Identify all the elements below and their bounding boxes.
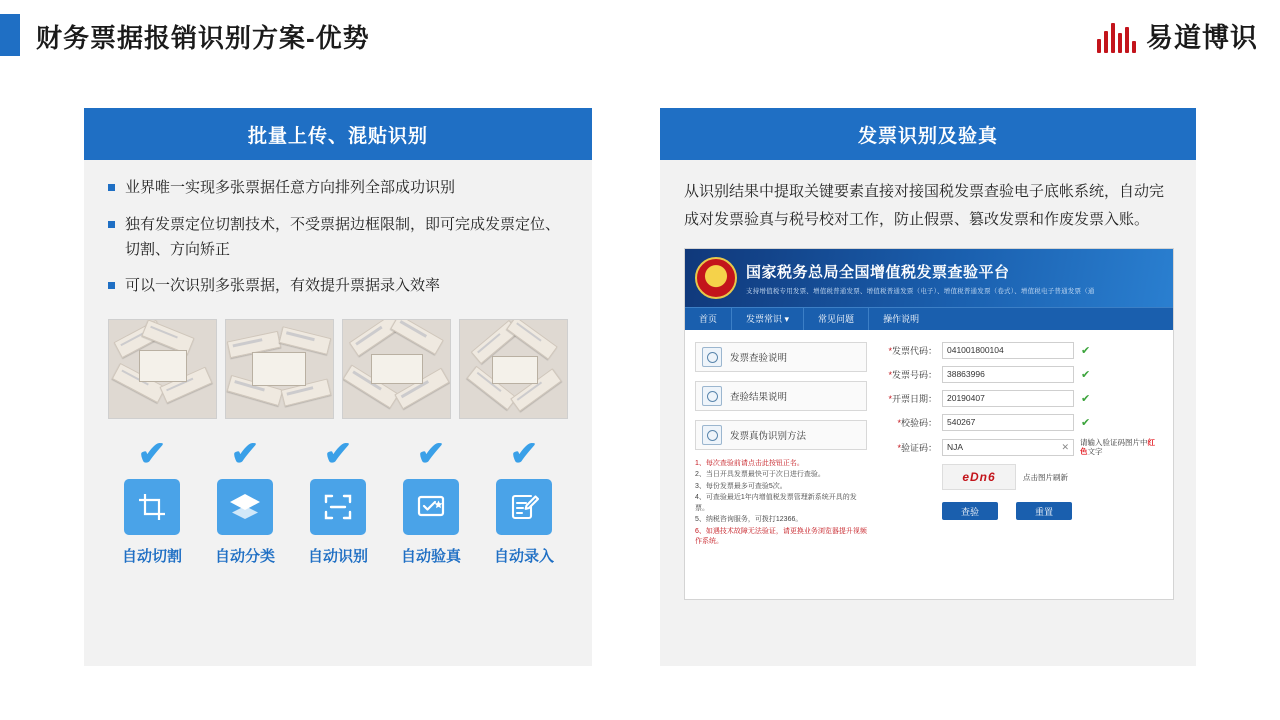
- valid-check-icon: ✔: [1081, 392, 1091, 405]
- receipts-photo-1: [108, 319, 217, 419]
- receipts-photo-2: [225, 319, 334, 419]
- list-item: [108, 274, 570, 299]
- bars-logo-icon: [1097, 19, 1136, 53]
- form-row-check-code: [879, 414, 1163, 431]
- scan-frame-icon: [310, 479, 366, 535]
- feature-label: 自动验真: [400, 548, 461, 565]
- nav-item-invoice-knowledge[interactable]: 发票常识 ▾: [732, 308, 804, 330]
- right-panel-title: 发票识别及验真: [660, 108, 1196, 160]
- field-value: 041001800104: [947, 345, 1004, 355]
- bullet-square-icon: [108, 282, 115, 289]
- feature-item-auto-verify: [389, 437, 473, 566]
- form-row-invoice-number: [879, 366, 1163, 383]
- receipts-photo-3: [342, 319, 451, 419]
- site-banner-title: 国家税务总局全国增值税发票查验平台: [746, 263, 1010, 281]
- feature-label: 自动分类: [214, 548, 275, 565]
- captcha-hint-prefix: 请输入验证码图片中: [1080, 437, 1148, 447]
- feature-item-auto-crop: [110, 437, 194, 566]
- site-body: [685, 330, 1173, 598]
- feature-label: 自动录入: [493, 548, 554, 565]
- left-bullet-list: [84, 160, 592, 299]
- check-code-input[interactable]: [942, 414, 1074, 431]
- check-doc-icon: [702, 386, 722, 406]
- sidebar-item-label: 查验结果说明: [730, 391, 788, 403]
- list-item: [108, 176, 570, 201]
- captcha-image[interactable]: eDn6: [942, 464, 1016, 490]
- check-mark-icon: ✔: [509, 435, 539, 473]
- layers-icon: [217, 479, 273, 535]
- field-value: 38863996: [947, 369, 985, 379]
- feature-item-auto-entry: [482, 437, 566, 566]
- bullet-square-icon: [108, 221, 115, 228]
- site-sidebar: [695, 342, 867, 586]
- sidebar-item-authenticity-help[interactable]: [695, 420, 867, 450]
- form-row-captcha-image: [879, 464, 1163, 490]
- right-panel-paragraph: 从识别结果中提取关键要素直接对接国税发票查验电子底帐系统，自动完成对发票验真与税号校对工作，防止假票、篡改发票和作废发票入账。: [684, 183, 1165, 228]
- feature-item-auto-classify: [203, 437, 287, 566]
- field-label: *校验码：: [897, 417, 937, 428]
- close-icon[interactable]: ✕: [1061, 441, 1069, 452]
- brand-logo: [1097, 16, 1258, 55]
- header-accent-bar: [0, 14, 20, 56]
- site-nav[interactable]: [685, 307, 1173, 330]
- verification-form: [867, 342, 1163, 586]
- invoice-number-input[interactable]: [942, 366, 1074, 383]
- reset-button[interactable]: 重置: [1016, 502, 1072, 520]
- captcha-refresh-label[interactable]: 点击图片刷新: [1023, 472, 1068, 482]
- feature-item-auto-recognize: [296, 437, 380, 566]
- field-label: *开票日期：: [888, 393, 937, 404]
- left-panel: [84, 108, 592, 666]
- valid-check-icon: ✔: [1081, 344, 1091, 357]
- page-header: [0, 0, 1280, 70]
- valid-check-icon: ✔: [1081, 368, 1091, 381]
- brand-name: 易道博识: [1146, 23, 1258, 53]
- note-item: 2、当日开具发票最快可于次日进行查验。: [695, 471, 825, 478]
- check-mark-icon: ✔: [137, 435, 167, 473]
- national-emblem-icon: [695, 257, 737, 299]
- sidebar-item-query-help[interactable]: [695, 342, 867, 372]
- bullet-text: 独有发票定位切割技术，不受票据边框限制，即可完成发票定位、切割、方向矫正: [125, 215, 561, 258]
- note-item: 5、纳税咨询服务，可拨打12366。: [695, 516, 803, 523]
- verify-badge-icon: [403, 479, 459, 535]
- search-doc-icon: [702, 347, 722, 367]
- field-label: *发票代码：: [888, 345, 937, 356]
- bullet-square-icon: [108, 184, 115, 191]
- site-banner-subtitle: 支持增值税专用发票、增值税普通发票、增值税普通发票（电子）、增值税普通发票（卷式）、增值税电子普通发票（通: [746, 287, 1095, 295]
- sidebar-item-label: 发票真伪识别方法: [730, 430, 807, 442]
- site-notes: [695, 459, 867, 548]
- site-banner: [685, 249, 1173, 307]
- edit-document-icon: [496, 479, 552, 535]
- form-row-invoice-code: [879, 342, 1163, 359]
- nav-item-instructions[interactable]: 操作说明: [883, 313, 920, 324]
- sidebar-item-result-help[interactable]: [695, 381, 867, 411]
- check-mark-icon: ✔: [230, 435, 260, 473]
- left-panel-title: 批量上传、混贴识别: [84, 108, 592, 160]
- check-mark-icon: ✔: [323, 435, 353, 473]
- issue-date-input[interactable]: [942, 390, 1074, 407]
- form-row-issue-date: [879, 390, 1163, 407]
- nav-item-faq[interactable]: 常见问题: [804, 308, 869, 330]
- right-panel: [660, 108, 1196, 666]
- page-title: 财务票据报销识别方案-优势: [36, 23, 370, 53]
- verify-button[interactable]: 查验: [942, 502, 998, 520]
- shield-doc-icon: [702, 425, 722, 445]
- bullet-text: 业界唯一实现多张票据任意方向排列全部成功识别: [125, 179, 456, 196]
- receipt-photo-gallery: [84, 311, 592, 419]
- field-label: *发票号码：: [888, 369, 937, 380]
- note-item: 3、每份发票最多可查验5次。: [695, 482, 787, 490]
- valid-check-icon: ✔: [1081, 416, 1091, 429]
- field-label: *验证码：: [897, 442, 937, 453]
- check-mark-icon: ✔: [416, 435, 446, 473]
- feature-label: 自动切割: [121, 548, 182, 565]
- note-item: 1、每次查验前请点击此按钮正名。: [695, 459, 804, 467]
- list-item: [108, 213, 570, 263]
- field-value: 540267: [947, 417, 976, 427]
- sidebar-item-label: 发票查验说明: [730, 352, 788, 364]
- captcha-hint: [1080, 438, 1158, 458]
- field-value: NJA: [947, 442, 964, 453]
- form-buttons: [942, 502, 1163, 520]
- captcha-hint-red: 红色: [1080, 437, 1155, 457]
- tax-invoice-verification-site: [684, 248, 1174, 600]
- receipts-photo-4: [459, 319, 568, 419]
- invoice-code-input[interactable]: [942, 342, 1074, 359]
- feature-icon-row: [84, 419, 592, 566]
- bullet-text: 可以一次识别多张票据，有效提升票据录入效率: [125, 277, 441, 295]
- note-item: 4、可查验最近1年内增值税发票管理新系统开具的发票。: [695, 494, 857, 512]
- note-item: 6、如遇技术故障无法验证，请更换业务浏览器提升视频作系统。: [695, 527, 867, 545]
- form-row-captcha: [879, 438, 1163, 458]
- field-value: 20190407: [947, 393, 985, 403]
- captcha-hint-suffix: 文字: [1087, 447, 1103, 457]
- feature-label: 自动识别: [307, 548, 368, 565]
- nav-item-home[interactable]: 首页: [685, 308, 732, 330]
- captcha-input[interactable]: [942, 439, 1074, 456]
- crop-icon: [124, 479, 180, 535]
